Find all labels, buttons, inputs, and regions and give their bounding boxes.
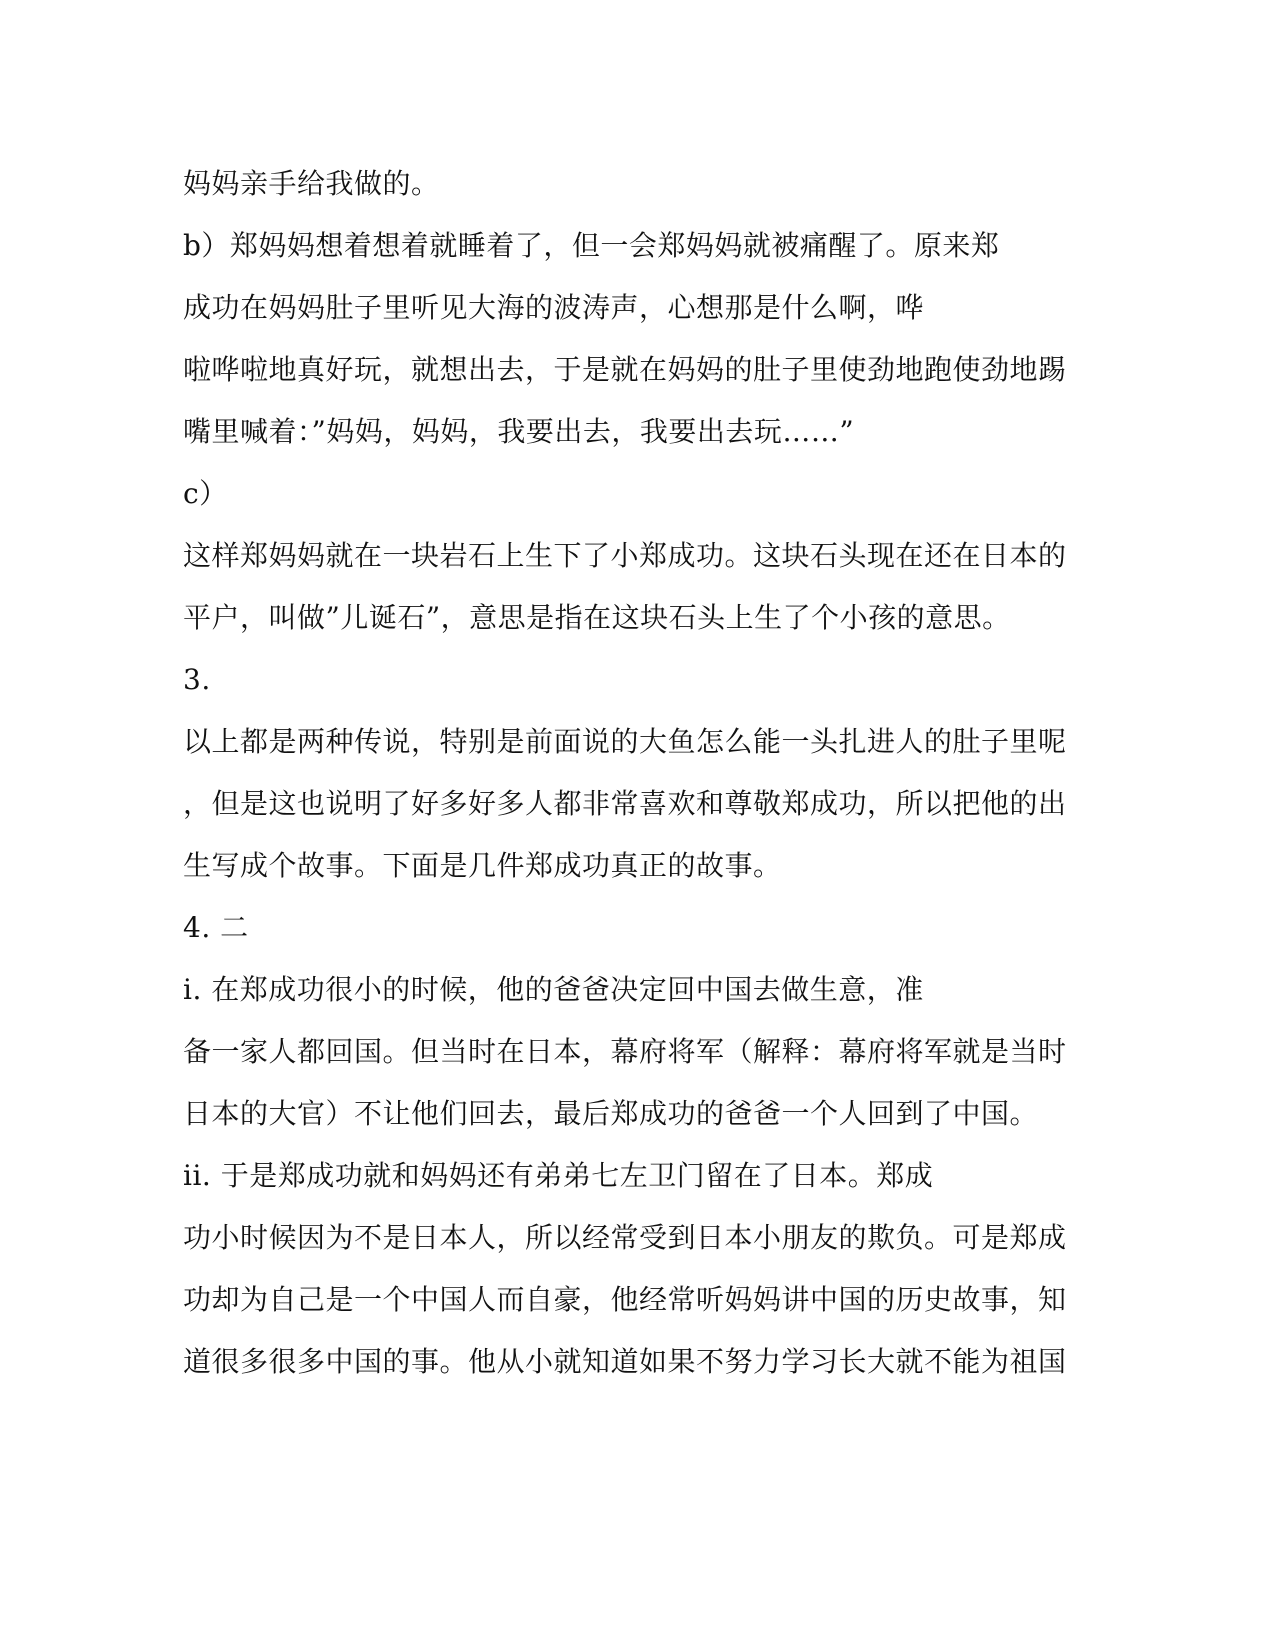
text-line: 成功在妈妈肚子里听见大海的波涛声，心想那是什么啊，哗 — [183, 291, 925, 324]
text-line: 备一家人都回国。但当时在日本，幕府将军（解释：幕府将军就是当时 — [183, 1035, 1067, 1068]
text-line: 这样郑妈妈就在一块岩石上生下了小郑成功。这块石头现在还在日本的 — [183, 539, 1067, 572]
text-line: 妈妈亲手给我做的。 — [183, 167, 440, 200]
text-line: 生写成个故事。下面是几件郑成功真正的故事。 — [183, 849, 782, 882]
text-line: 啦哗啦地真好玩，就想出去，于是就在妈妈的肚子里使劲地跑使劲地踢 — [183, 353, 1067, 386]
text-line: ，但是这也说明了好多好多人都非常喜欢和尊敬郑成功，所以把他的出 — [183, 787, 1067, 820]
text-line: i. 在郑成功很小的时候，他的爸爸决定回中国去做生意，准 — [183, 973, 924, 1006]
text-line: 嘴里喊着：”妈妈，妈妈，我要出去，我要出去玩……” — [183, 415, 855, 448]
text-line: b）郑妈妈想着想着就睡着了，但一会郑妈妈就被痛醒了。原来郑 — [183, 229, 1000, 262]
list-label: 3. — [183, 663, 211, 696]
text-line: 以上都是两种传说，特别是前面说的大鱼怎么能一头扎进人的肚子里呢 — [183, 725, 1067, 758]
text-line: 道很多很多中国的事。他从小就知道如果不努力学习长大就不能为祖国 — [183, 1345, 1067, 1378]
text-line: 平户，叫做”儿诞石”，意思是指在这块石头上生了个小孩的意思。 — [183, 601, 1011, 634]
text-line: ii. 于是郑成功就和妈妈还有弟弟七左卫门留在了日本。郑成 — [183, 1159, 934, 1192]
text-line: 功小时候因为不是日本人，所以经常受到日本小朋友的欺负。可是郑成 — [183, 1221, 1067, 1254]
text-line: 功却为自己是一个中国人而自豪，他经常听妈妈讲中国的历史故事，知 — [183, 1283, 1067, 1316]
text-line: 日本的大官）不让他们回去，最后郑成功的爸爸一个人回到了中国。 — [183, 1097, 1039, 1130]
section-heading: 4. 二 — [183, 911, 249, 944]
list-label: c） — [183, 477, 228, 510]
